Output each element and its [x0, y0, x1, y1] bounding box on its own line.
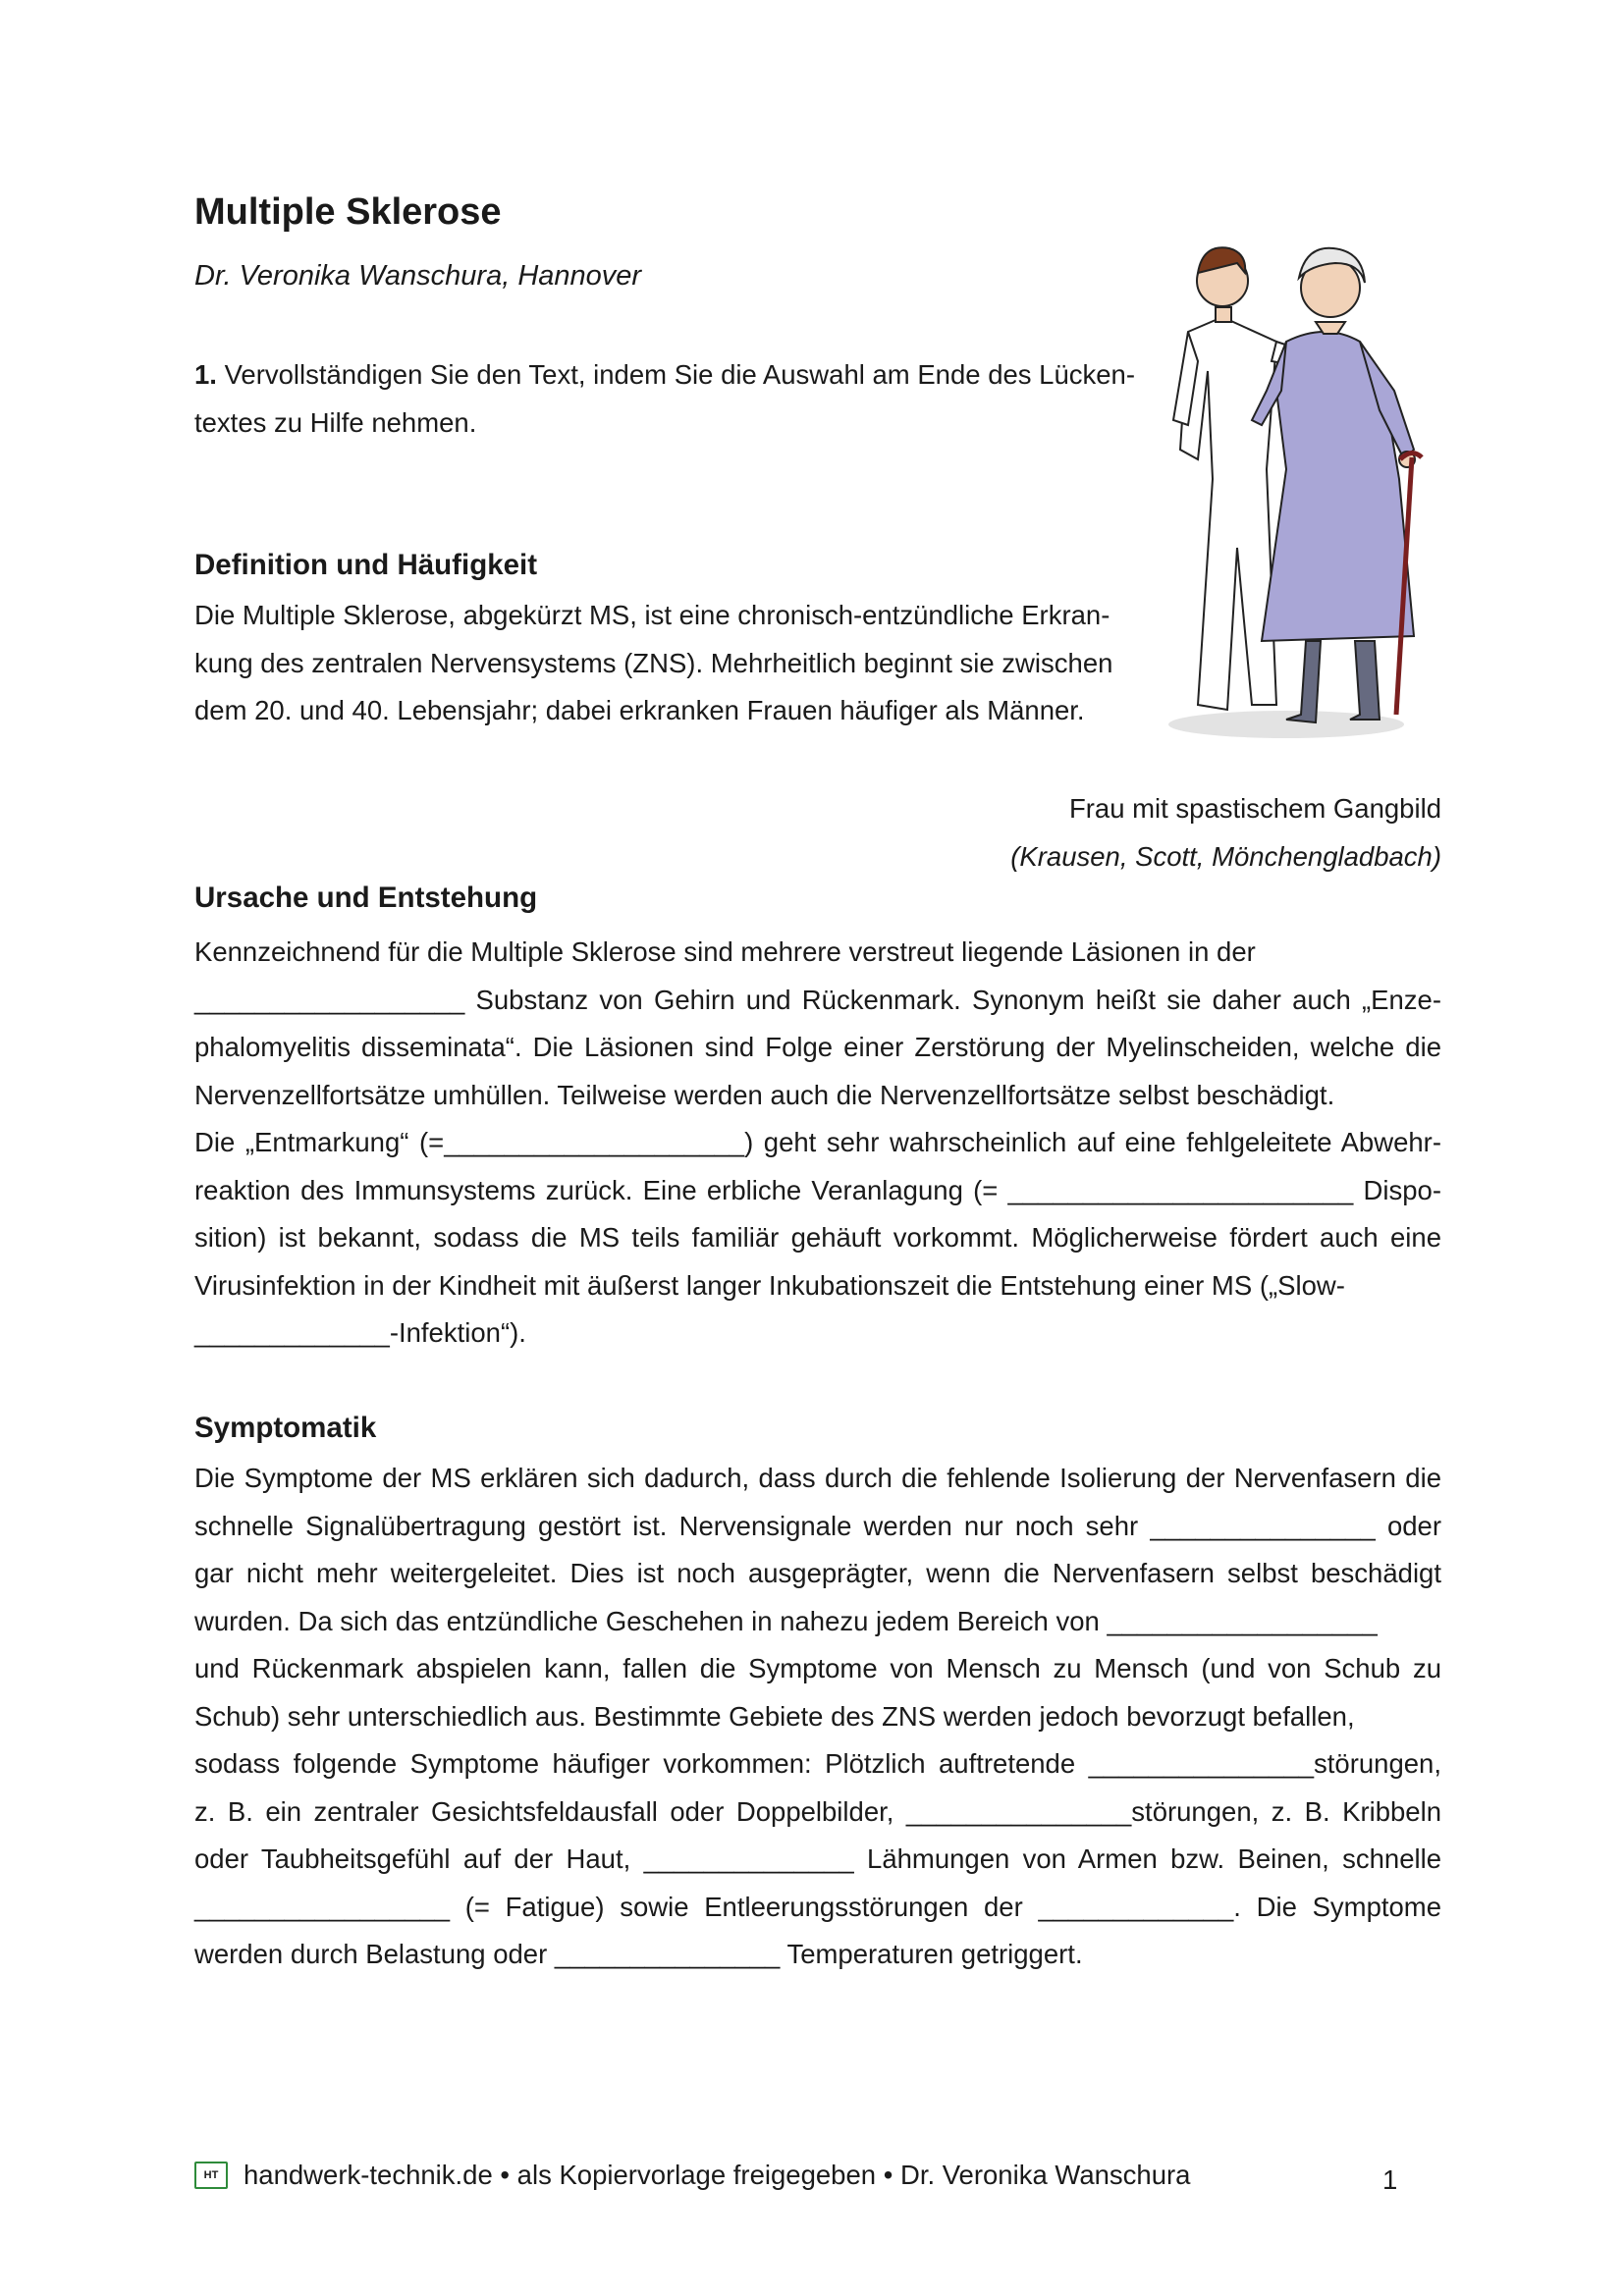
heading-ursache: Ursache und Entstehung [194, 881, 538, 914]
author-line: Dr. Veronika Wanschura, Hannover [194, 260, 642, 292]
paragraph-line: wurden. Da sich das entzündliche Geschehen in nahezu jedem Bereich von __________________ [194, 1605, 1378, 1636]
paragraph-line: sodass folgende Symptome häufiger vorkommen: Plötzlich auftretende _______________störungen, [194, 1748, 1441, 1779]
paragraph-line: werden durch Belastung oder _______________ Temperaturen getriggert. [194, 1939, 1083, 1969]
publisher-logo: HT [194, 2162, 228, 2189]
paragraph-line: Die Symptome der MS erklären sich dadurch, dass durch die fehlende Isolierung der Nervenfasern die [194, 1463, 1441, 1493]
symptomatik-paragraph [194, 1455, 1441, 1979]
paragraph-line: oder Taubheitsgefühl auf der Haut, ______________ Lähmungen von Armen bzw. Beinen, schnelle [194, 1843, 1441, 1874]
paragraph-line: phalomyelitis disseminata“. Die Läsionen sind Folge einer Zerstörung der Myelinscheiden, welche die [194, 1032, 1441, 1062]
paragraph-line: reaktion des Immunsystems zurück. Eine erbliche Veranlagung (= _______________________ Dispo- [194, 1174, 1441, 1205]
footer [194, 2160, 1190, 2191]
paragraph-line: _____________-Infektion“). [194, 1317, 526, 1348]
paragraph-line: Die „Entmarkung“ (=____________________) geht sehr wahrscheinlich auf eine fehlgeleitete Abwehr- [194, 1127, 1441, 1157]
task-text-line: Vervollständigen Sie den Text, indem Sie die Auswahl am Ende des Lücken- [216, 359, 1136, 390]
paragraph-line: sition) ist bekannt, sodass die MS teils familiär gehäuft vorkommt. Möglicherweise fördert auch eine [194, 1222, 1441, 1253]
footer-text: handwerk-technik.de • als Kopiervorlage freigegeben • Dr. Veronika Wanschura [244, 2160, 1191, 2190]
caption-source: (Krausen, Scott, Mönchengladbach) [1010, 840, 1441, 872]
paragraph-line: Schub) sehr unterschiedlich aus. Bestimmte Gebiete des ZNS werden jedoch bevorzugt befallen, [194, 1700, 1355, 1732]
paragraph-line: Die Multiple Sklerose, abgekürzt MS, ist eine chronisch-entzündliche Erkran- [194, 600, 1110, 630]
paragraph-line: Kennzeichnend für die Multiple Sklerose sind mehrere verstreut liegende Läsionen in der [194, 936, 1256, 967]
task-text-line: textes zu Hilfe nehmen. [194, 406, 477, 438]
heading-definition: Definition und Häufigkeit [194, 549, 538, 581]
paragraph-line: gar nicht mehr weitergeleitet. Dies ist noch ausgeprägter, wenn die Nervenfasern selbst beschädigt [194, 1558, 1441, 1588]
page-number: 1 [1382, 2164, 1398, 2195]
paragraph-line: schnelle Signalübertragung gestört ist. Nervensignale werden nur noch sehr _______________ oder [194, 1510, 1441, 1541]
paragraph-line: z. B. ein zentraler Gesichtsfeldausfall oder Doppelbilder, _______________störungen, z. B. Kribbeln [194, 1795, 1441, 1827]
ursache-paragraph [194, 929, 1441, 1358]
paragraph-line: dem 20. und 40. Lebensjahr; dabei erkranken Frauen häufiger als Männer. [194, 695, 1085, 725]
paragraph-line: und Rückenmark abspielen kann, fallen die Symptome von Mensch zu Mensch (und von Schub zu [194, 1653, 1441, 1683]
paragraph-line: __________________ Substanz von Gehirn und Rückenmark. Synonym heißt sie daher auch „Enze- [194, 984, 1441, 1015]
task-number: 1. [194, 359, 217, 390]
nurse-assisting-woman-illustration [1168, 224, 1453, 744]
paragraph-line: kung des zentralen Nervensystems (ZNS). Mehrheitlich beginnt sie zwischen [194, 647, 1113, 678]
caption-text: Frau mit spastischem Gangbild [1068, 793, 1441, 824]
heading-symptomatik: Symptomatik [194, 1412, 377, 1444]
definition-paragraph [194, 592, 1176, 735]
paragraph-line: Virusinfektion in der Kindheit mit äußerst langer Inkubationszeit die Entstehung einer MS („Slow- [194, 1269, 1345, 1301]
page-title: Multiple Sklerose [194, 191, 502, 233]
paragraph-line: _________________ (= Fatigue) sowie Entleerungsstörungen der _____________. Die Symptome [194, 1891, 1441, 1922]
figure-caption [1010, 785, 1441, 881]
paragraph-line: Nervenzellfortsätze umhüllen. Teilweise werden auch die Nervenzellfortsätze selbst beschädigt. [194, 1079, 1335, 1110]
task-instruction [194, 351, 1176, 447]
